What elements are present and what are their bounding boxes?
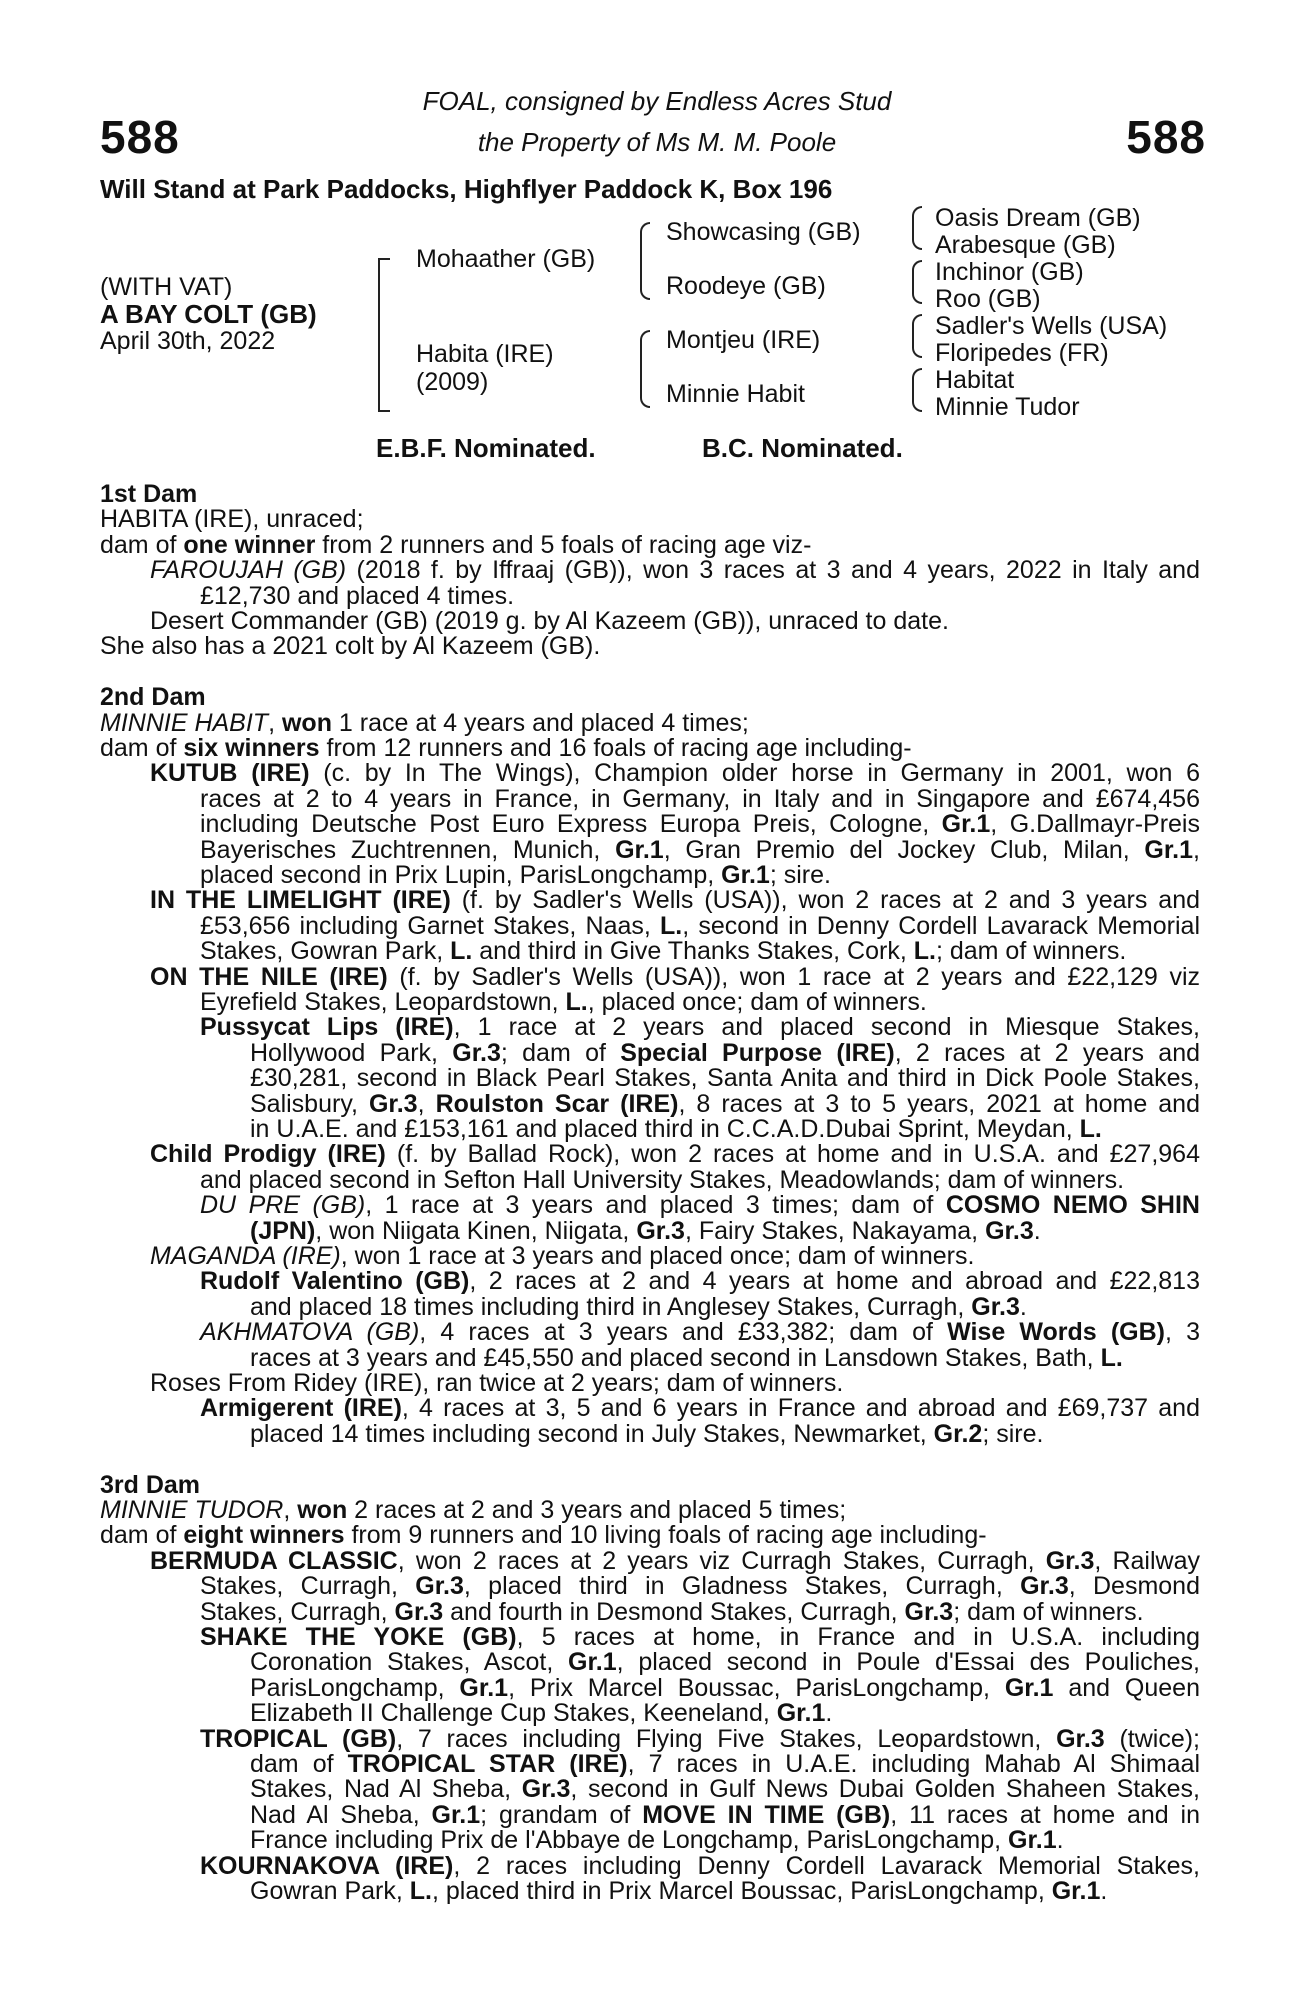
first-dam-line: HABITA (IRE), unraced; bbox=[100, 505, 364, 534]
first-dam-offspring-1: FAROUJAH (GB) (2018 f. by Iffraaj (GB)), won 3 races at 3 and 4 years, 2022 in Italy and bbox=[150, 558, 1200, 584]
entry-on-the-nile: ON THE NILE (IRE) (f. by Sadler's Wells (USA)), won 1 race at 2 years and £22,129 viz bbox=[150, 964, 1200, 990]
pedigree-brace-g2 bbox=[912, 260, 922, 304]
pedigree-dam: Habita (IRE) bbox=[416, 340, 554, 368]
entry-armigerent: Armigerent (IRE), 4 races at 3, 5 and 6 years in France and abroad and £69,737 and bbox=[200, 1396, 1200, 1422]
entry-pussycat-lips: Pussycat Lips (IRE), 1 race at 2 years and placed second in Miesque Stakes, bbox=[200, 1015, 1200, 1041]
entry-kutub: KUTUB (IRE) (c. by In The Wings), Champion older horse in Germany in 2001, won 6 bbox=[150, 761, 1200, 787]
consignor-line-1: FOAL, consigned by Endless Acres Stud bbox=[422, 86, 892, 116]
entry-du-pre: DU PRE (GB), 1 race at 3 years and placed 3 times; dam of COSMO NEMO SHIN bbox=[200, 1193, 1200, 1219]
second-dam-produce-line: dam of six winners from 12 runners and 16 foals of racing age including- bbox=[100, 734, 912, 763]
first-dam-note: She also has a 2021 colt by Al Kazeem (GB). bbox=[100, 632, 601, 661]
pedigree-dam-dam: Minnie Habit bbox=[666, 380, 805, 408]
entry-rudolf-valentino: Rudolf Valentino (GB), 2 races at 2 and 4 years at home and abroad and £22,813 bbox=[200, 1269, 1200, 1295]
foaling-date: April 30th, 2022 bbox=[100, 327, 276, 355]
entry-child-prodigy: Child Prodigy (IRE) (f. by Ballad Rock), won 2 races at home and in U.S.A. and £27,964 bbox=[150, 1142, 1200, 1168]
pedigree-dam-year: (2009) bbox=[416, 368, 489, 396]
catalogue-body: 1st Dam HABITA (IRE), unraced; dam of one winner from 2 runners and 5 foals of racing age viz- FAROUJAH (GB) (2018 f. by Iffraaj (GB)), won 3 races at 3 and 4 years, 2022 in Italy and £12,730 and placed 4 times. Desert Commander (GB) (2019 g. by Al Kazeem (GB)), unraced to date. She also has a 2021 colt by Al Kazeem (GB). 2nd Dam MINNIE HABIT, won 1 race at 4 years and placed 4 times; dam of six winners from 12 runners and 16 foals of racing age including- KUTUB (IRE) (c. by In The Wings), Champion older horse in Germany in 2001, won 6 races at 2 to 4 years in France, in Germany, in Italy and in Singapore and £674,456 including Deutsche Post Euro Express Europa Preis, Cologne, Gr.1, G.Dallmayr-Preis Bayerisches Zuchtrennen, Munich, Gr.1, Gran Premio del Jockey Club, Milan, Gr.1, placed second in Prix Lupin, ParisLongchamp, Gr.1; sire. IN THE LIMELIGHT (IRE) (f. by Sadler's Wells (USA)), won 2 races at 2 and 3 years and £53,656 including Garnet Stakes, Naas, L., second in Denny Cordell Lavarack Memorial Stakes, Gowran Park, L. and third in Give Thanks Stakes, Cork, L.; dam of winners. ON THE NILE (IRE) (f. by Sadler's Wells (USA)), won 1 race at 2 years and £22,129 viz Eyrefield Stakes, Leopardstown, L., placed once; dam of winners. Pussycat Lips (IRE), 1 race at 2 years and placed second in Miesque Stakes, Hollywood Park, Gr.3; dam of Special Purpose (IRE), 2 races at 2 years and £30,281, second in Black Pearl Stakes, Santa Anita and third in Dick Poole Stakes, Salisbury, Gr.3, Roulston Scar (IRE), 8 races at 3 to 5 years, 2021 at home and in U.A.E. and £153,161 and placed third in C.C.A.D.Dubai Sprint, Meydan, L. Child Prodigy (IRE) (f. by Ballad Rock), won 2 races at home and in U.S.A. and £27,964 and placed second in Sefton Hall University Stakes, Meadowlands; dam of winners. DU PRE (GB), 1 race at 3 years and placed 3 times; dam of COSMO NEMO SHIN (JPN), won Niigata Kinen, Niigata, Gr.3, Fairy Stakes, Nakayama, Gr.3. MAGANDA (IRE), won 1 race at 3 years and placed once; dam of winners. Rudolf Valentino (GB), 2 races at 2 and 4 years at home and abroad and £22,813 and placed 18 times including third in Anglesey Stakes, Curragh, Gr.3. AKHMATOVA (GB), 4 races at 3 years and £33,382; dam of Wise Words (GB), 3 races at 3 years and £45,550 and placed second in Lansdown Stakes, Bath, L. Roses From Ridey (IRE), ran twice at 2 years; dam of winners. Armigerent (IRE), 4 races at 3, 5 and 6 years in France and abroad and £69,737 and placed 14 times including second in July Stakes, Newmarket, Gr.2; sire. 3rd Dam MINNIE TUDOR, won 2 races at 2 and 3 years and placed 5 times; dam of eight winners from 9 runners and 10 living foals of racing age including- BERMUDA CLASSIC, won 2 races at 2 years viz Curragh Stakes, Curragh, Gr.3, Railway Stakes, Curragh, Gr.3, placed third in Gladness Stakes, Curragh, Gr.3, Desmond Stakes, Curragh, Gr.3 and fourth in Desmond Stakes, Curragh, Gr.3; dam of winners. SHAKE THE YOKE (GB), 5 races at home, in France and in U.S.A. including Coronation Stakes, Ascot, Gr.1, placed second in Poule d'Essai des Pouliches, ParisLongchamp, Gr.1, Prix Marcel Boussac, ParisLongchamp, Gr.1 and Queen Elizabeth II Challenge Cup Stakes, Keeneland, Gr.1. TROPICAL (GB), 7 races including Flying Five Stakes, Leopardstown, Gr.3 (twice); dam of TROPICAL STAR (IRE), 7 races in U.A.E. including Mahab Al Shimaal Stakes, Nad Al Sheba, Gr.3, second in Gulf News Dubai Golden Shaheen Stakes, Nad Al Sheba, Gr.1; grandam of MOVE IN TIME (GB), 11 races at home and in France including Prix de l'Abbaye de Longchamp, ParisLongchamp, Gr.1. KOURNAKOVA (IRE), 2 races including Denny Cordell Lavarack Memorial Stakes, Gowran Park, L., placed third in Prix Marcel Boussac, ParisLongchamp, Gr.1. bbox=[100, 480, 1200, 1905]
stand-info: Will Stand at Park Paddocks, Highflyer Paddock K, Box 196 bbox=[100, 174, 833, 204]
entry-shake-the-yoke: SHAKE THE YOKE (GB), 5 races at home, in France and in U.S.A. including bbox=[200, 1624, 1200, 1651]
pedigree-sire: Mohaather (GB) bbox=[416, 245, 596, 273]
bc-nomination: B.C. Nominated. bbox=[702, 433, 903, 463]
first-dam-offspring-2: Desert Commander (GB) (2019 g. by Al Kazeem (GB)), unraced to date. bbox=[150, 607, 949, 636]
pedigree-brace-g3 bbox=[912, 314, 922, 358]
entry-akhmatova: AKHMATOVA (GB), 4 races at 3 years and £33,382; dam of Wise Words (GB), 3 bbox=[200, 1320, 1200, 1346]
second-dam-line: MINNIE HABIT, won 1 race at 4 years and placed 4 times; bbox=[100, 708, 749, 737]
entry-tropical: TROPICAL (GB), 7 races including Flying Five Stakes, Leopardstown, Gr.3 (twice); bbox=[200, 1726, 1200, 1752]
lot-number-left: 588 bbox=[100, 111, 180, 163]
pedigree-ggs-3: Inchinor (GB) bbox=[935, 258, 1084, 286]
pedigree-ggs-4: Roo (GB) bbox=[935, 285, 1041, 313]
entry-in-the-limelight: IN THE LIMELIGHT (IRE) (f. by Sadler's Wells (USA)), won 2 races at 2 and 3 years and bbox=[150, 888, 1200, 914]
pedigree-brace-g4 bbox=[912, 368, 922, 412]
third-dam-produce-line: dam of eight winners from 9 runners and 10 living foals of racing age including- bbox=[100, 1521, 987, 1550]
consignor-line-2: the Property of Ms M. M. Poole bbox=[477, 127, 837, 157]
ebf-nomination: E.B.F. Nominated. bbox=[376, 433, 596, 463]
pedigree-brace-dam bbox=[640, 330, 650, 408]
pedigree-sire-dam: Roodeye (GB) bbox=[666, 272, 826, 300]
first-dam-offspring-1-cont: £12,730 and placed 4 times. bbox=[200, 581, 515, 610]
pedigree-sire-sire: Showcasing (GB) bbox=[666, 218, 861, 246]
first-dam-produce-line: dam of one winner from 2 runners and 5 foals of racing age viz- bbox=[100, 530, 812, 559]
third-dam-heading: 3rd Dam bbox=[100, 1470, 201, 1499]
pedigree-brace-main bbox=[378, 258, 390, 412]
horse-description: A BAY COLT (GB) bbox=[100, 299, 317, 329]
entry-bermuda-classic: BERMUDA CLASSIC, won 2 races at 2 years viz Curragh Stakes, Curragh, Gr.3, Railway bbox=[150, 1548, 1200, 1575]
vat-label: (WITH VAT) bbox=[100, 273, 233, 301]
pedigree-brace-sire bbox=[640, 222, 650, 300]
pedigree-ggs-1: Oasis Dream (GB) bbox=[935, 204, 1141, 232]
pedigree-ggs-8: Minnie Tudor bbox=[935, 393, 1080, 421]
pedigree-dam-sire: Montjeu (IRE) bbox=[666, 326, 821, 354]
pedigree-brace-g1 bbox=[912, 206, 922, 250]
lot-number-right: 588 bbox=[1126, 111, 1206, 163]
pedigree-ggs-6: Floripedes (FR) bbox=[935, 339, 1109, 367]
third-dam-line: MINNIE TUDOR, won 2 races at 2 and 3 years and placed 5 times; bbox=[100, 1495, 847, 1524]
pedigree-ggs-2: Arabesque (GB) bbox=[935, 231, 1116, 259]
pedigree-ggs-7: Habitat bbox=[935, 366, 1015, 394]
entry-maganda: MAGANDA (IRE), won 1 race at 3 years and placed once; dam of winners. bbox=[150, 1241, 975, 1270]
entry-kournakova: KOURNAKOVA (IRE), 2 races including Denny Cordell Lavarack Memorial Stakes, bbox=[200, 1853, 1200, 1879]
entry-roses-from-ridey: Roses From Ridey (IRE), ran twice at 2 years; dam of winners. bbox=[150, 1368, 844, 1397]
second-dam-heading: 2nd Dam bbox=[100, 683, 206, 712]
pedigree-ggs-5: Sadler's Wells (USA) bbox=[935, 312, 1168, 340]
first-dam-heading: 1st Dam bbox=[100, 480, 198, 508]
